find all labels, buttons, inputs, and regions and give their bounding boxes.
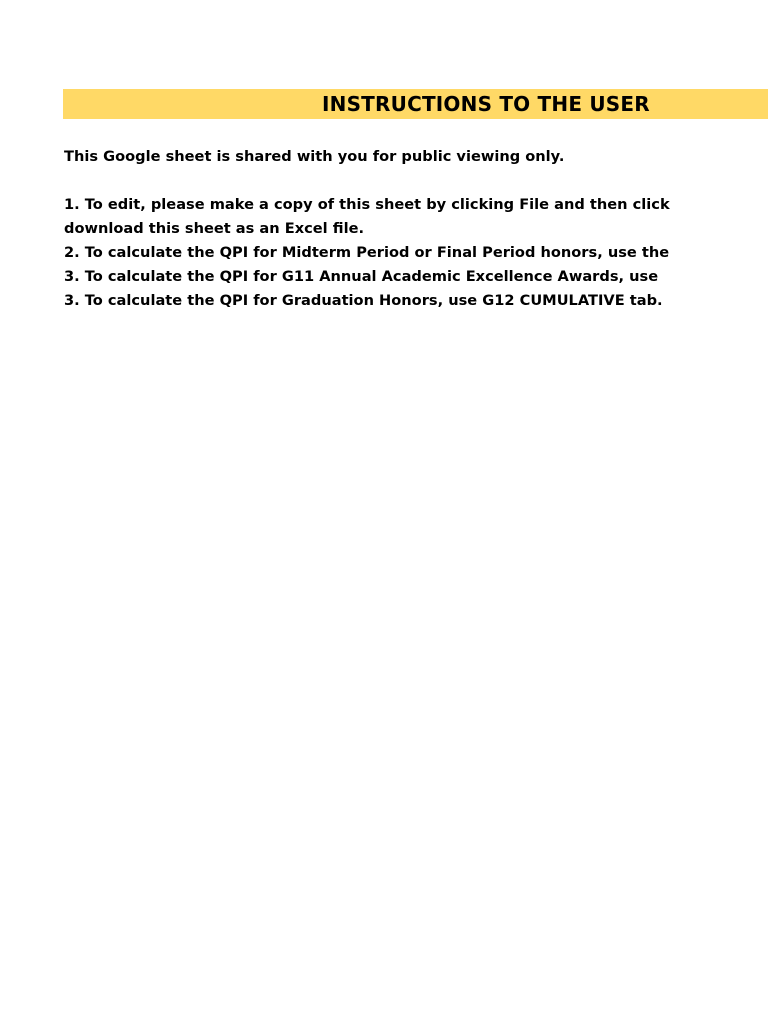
instruction-line-3: 3. To calculate the QPI for G11 Annual Academic Excellence Awards, use	[64, 268, 659, 285]
intro-text: This Google sheet is shared with you for public viewing only.	[64, 148, 565, 165]
instructions-body	[64, 145, 683, 315]
instructions-title: INSTRUCTIONS TO THE USER	[322, 92, 650, 116]
instruction-line-1: 1. To edit, please make a copy of this sheet by clicking File and then click	[64, 196, 670, 213]
instruction-line-4: 3. To calculate the QPI for Graduation Honors, use G12 CUMULATIVE tab.	[64, 292, 663, 309]
title-cell	[63, 89, 683, 119]
instruction-line-2: 2. To calculate the QPI for Midterm Period or Final Period honors, use the	[64, 244, 670, 261]
instruction-line-1-continued: download this sheet as an Excel file.	[64, 220, 365, 237]
